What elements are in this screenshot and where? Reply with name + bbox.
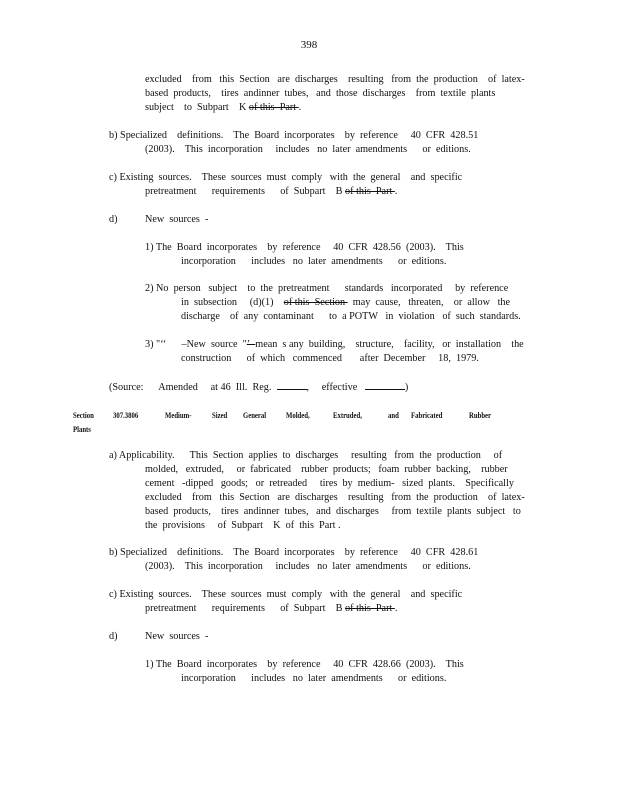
text-fragment: . xyxy=(394,603,398,614)
existing-sources-paragraph: c) Existing sources. These sources must comply with the general and specific xyxy=(109,589,463,600)
text-fragment: may cause, threaten, or allow the xyxy=(347,297,511,308)
excluded-text-line: based products, tires andinner tubes, and those discharges from textile plants xyxy=(145,88,496,99)
heading-word: Medium- xyxy=(165,411,192,420)
text-fragment: . xyxy=(394,186,398,197)
text-fragment: in subsection (d)(1) xyxy=(181,297,284,308)
applicability-paragraph: excluded from this Section are discharges resulting from the production of latex- xyxy=(145,492,525,503)
specialized-definitions-paragraph: b) Specialized definitions. The Board incorporates by reference 40 CFR 428.61 xyxy=(109,547,479,558)
blank-date xyxy=(365,380,405,390)
existing-sources-paragraph xyxy=(145,185,397,199)
new-sources-heading: New sources - xyxy=(145,631,209,642)
page-number: 398 xyxy=(300,39,318,51)
new-sources-item-2: discharge of any contaminant to a POTW in violation of such standards. xyxy=(181,311,521,322)
new-sources-heading: New sources - xyxy=(145,214,209,225)
heading-word: General xyxy=(243,411,267,420)
struck-text: of this Part xyxy=(345,603,395,614)
new-sources-label: d) xyxy=(109,631,118,642)
text-fragment: 3) "‘‘ xyxy=(145,339,182,350)
struck-text: of this Section xyxy=(283,297,348,308)
applicability-paragraph: cement -dipped goods; or retreaded tires by medium- sized plants. Specifically xyxy=(145,478,514,489)
heading-word: and xyxy=(388,411,399,420)
text-fragment: subject to Subpart K xyxy=(145,102,249,113)
text-fragment: (Source: Amended at 46 Ill. Reg. xyxy=(109,382,277,393)
heading-word: Molded, xyxy=(286,411,310,420)
heading-word: Section xyxy=(73,411,94,420)
text-fragment: , effective xyxy=(306,382,365,393)
existing-sources-paragraph: c) Existing sources. These sources must comply with the general and specific xyxy=(109,172,463,183)
new-sources-item-3: construction of which commenced after December 18, 1979. xyxy=(181,353,479,364)
applicability-paragraph: the provisions of Subpart K of this Part . xyxy=(145,520,341,531)
new-sources-item-2: 2) No person subject to the pretreatment standards incorporated by reference xyxy=(145,283,509,294)
new-sources-item-2 xyxy=(181,296,510,310)
applicability-paragraph: molded, extruded, or fabricated rubber products; foam rubber backing, rubber xyxy=(145,464,508,475)
source-line xyxy=(109,380,408,395)
text-fragment: mean s any building, structure, facility, or installation the xyxy=(255,339,524,350)
specialized-definitions-paragraph: (2003). This incorporation includes no later amendments or editions. xyxy=(145,561,471,572)
new-sources-item-1: incorporation includes no later amendments or editions. xyxy=(181,256,447,267)
text-fragment: pretreatment requirements of Subpart B xyxy=(145,603,346,614)
heading-word: Fabricated xyxy=(411,411,443,420)
new-sources-item-1: 1) The Board incorporates by reference 40 CFR 428.66 (2003). This xyxy=(145,659,464,670)
excluded-text-line xyxy=(145,101,301,115)
excluded-text-line: excluded from this Section are discharges resulting from the production of latex- xyxy=(145,74,525,85)
heading-word: 307.3806 xyxy=(113,411,139,420)
specialized-definitions-paragraph: b) Specialized definitions. The Board incorporates by reference 40 CFR 428.51 xyxy=(109,130,479,141)
heading-word: Plants xyxy=(73,425,91,434)
applicability-paragraph: a) Applicability. This Section applies to discharges resulting from the production of xyxy=(109,450,503,461)
blank-volume xyxy=(277,380,307,390)
struck-text: ’– xyxy=(246,339,256,350)
struck-text: of this Part xyxy=(345,186,395,197)
specialized-definitions-paragraph: (2003). This incorporation includes no later amendments or editions. xyxy=(145,144,471,155)
heading-word: Rubber xyxy=(469,411,492,420)
new-sources-item-1: 1) The Board incorporates by reference 40 CFR 428.56 (2003). This xyxy=(145,242,464,253)
existing-sources-paragraph xyxy=(145,602,397,616)
text-fragment: pretreatment requirements of Subpart B xyxy=(145,186,346,197)
heading-word: Sized xyxy=(212,411,228,420)
new-sources-item-3 xyxy=(145,338,524,352)
text-fragment: ) xyxy=(404,382,409,393)
heading-word: Extruded, xyxy=(333,411,362,420)
text-fragment: –New source " xyxy=(181,339,247,350)
applicability-paragraph: based products, tires andinner tubes, and discharges from textile plants subject to xyxy=(145,506,521,517)
struck-text: of this Part xyxy=(248,102,299,113)
text-fragment: . xyxy=(298,102,302,113)
new-sources-label: d) xyxy=(109,214,118,225)
new-sources-item-1: incorporation includes no later amendments or editions. xyxy=(181,673,447,684)
